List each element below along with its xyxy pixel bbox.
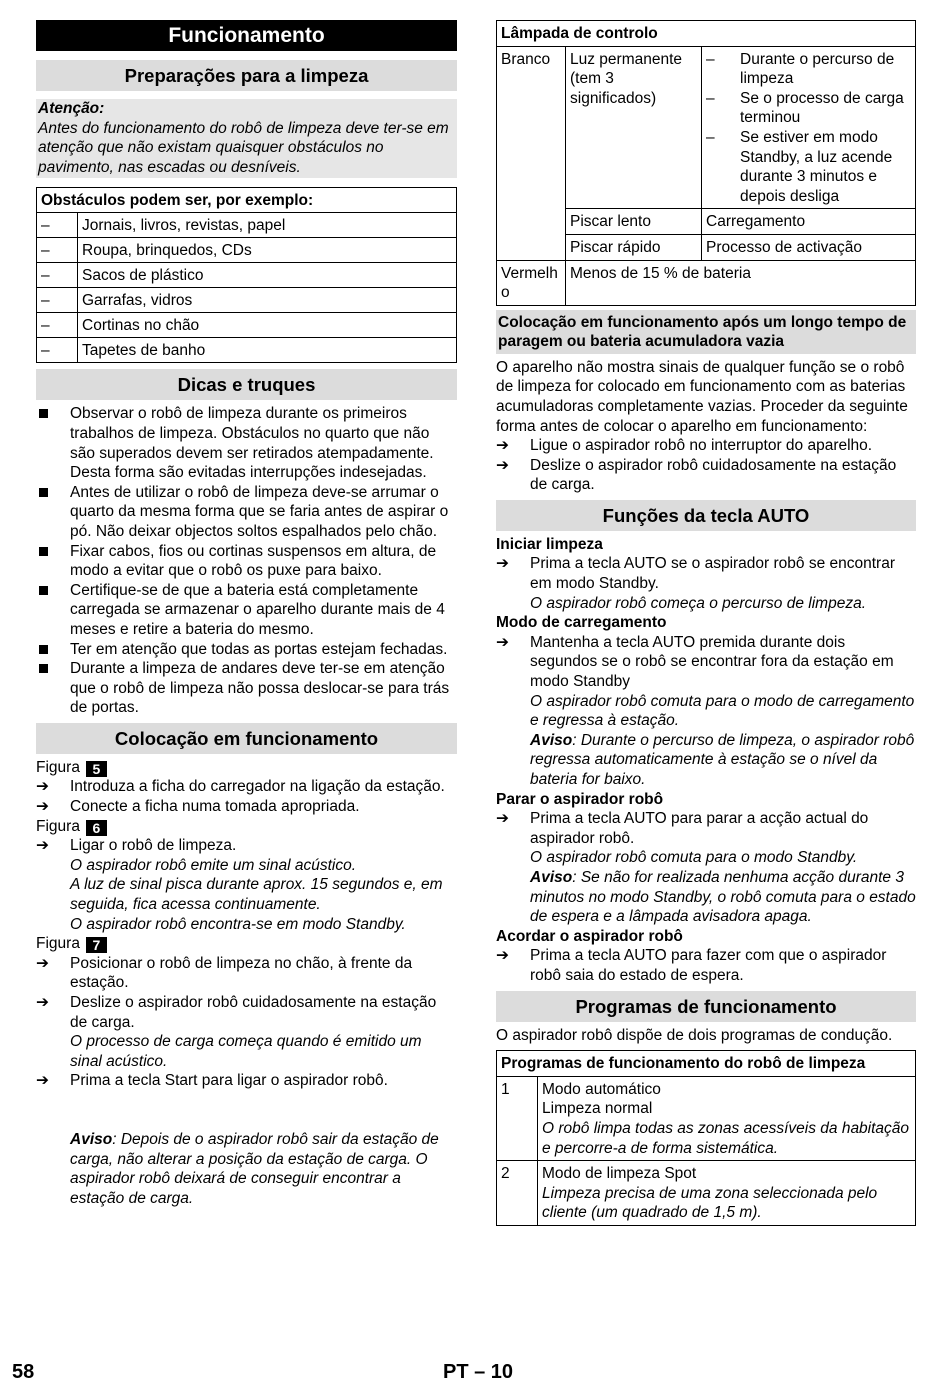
step-item: ➔ Mantenha a tecla AUTO premida durante dois segundos se o robô se encontrar fora da estação em modo Standby O aspirador robô comuta para o modo de carregamento e regressa à estação. Aviso: Durante o percurso de limpeza, o aspirador robô regressa automaticamente à estação se o nível da bateria for baixo. — [496, 633, 915, 788]
list-item: Antes de utilizar o robô de limpeza deve-se arrumar o quarto da mesma forma que se faria antes de aspirar o pó. Não deixar objectos soltos espalhados pelo chão. — [36, 483, 457, 542]
start-label: Iniciar limpeza — [496, 535, 603, 553]
startup-heading: Colocação em funcionamento — [36, 723, 457, 754]
arrow-icon: ➔ — [496, 810, 509, 828]
figure-number-badge: 7 — [86, 937, 107, 953]
obstacles-header: Obstáculos podem ser, por exemplo: — [37, 188, 457, 213]
figure-label: Figura 6 — [36, 817, 457, 837]
step-item: ➔ Ligar o robô de limpeza. O aspirador robô emite um sinal acústico. A luz de sinal pisca durante aprox. 15 segundos e, em seguida, fica acessa continuamente. O aspirador robô encontra-se em modo Standby. — [36, 836, 457, 934]
restart-text: O aparelho não mostra sinais de qualquer função se o robô de limpeza for colocado em funcionamento com as baterias acumuladoras completamente vazias. Proceder da seguinte forma antes de colocar o aparelho em funcionamento: — [496, 358, 908, 435]
tips-heading: Dicas e truques — [36, 369, 457, 400]
step-result: O aspirador robô começa o percurso de limpeza. — [530, 594, 866, 612]
step-item: ➔ Deslize o aspirador robô cuidadosamente na estação de carga. — [496, 456, 897, 494]
auto-heading: Funções da tecla AUTO — [496, 500, 916, 531]
arrow-icon: ➔ — [496, 633, 509, 651]
section-title: Funcionamento — [36, 20, 457, 51]
notice-paragraph: Aviso: Depois de o aspirador robô sair da estação de carga, não alterar a posição da estação de carga. O aspirador robô deixará de conseguir encontrar a estação de carga. — [70, 1130, 439, 1207]
table-row: – Jornais, livros, revistas, papel — [37, 213, 457, 238]
arrow-icon: ➔ — [496, 947, 509, 965]
list-item: Observar o robô de limpeza durante os primeiros trabalhos de limpeza. Obstáculos no quarto que não são superados devem ser retirados atempadamente. Desta forma são evitadas interrupções indesejadas. — [36, 404, 457, 482]
control-lamp-table — [496, 20, 916, 306]
step-item: ➔ Prima a tecla AUTO se o aspirador robô se encontrar em modo Standby. O aspirador robô começa o percurso de limpeza. — [496, 554, 916, 613]
arrow-icon: ➔ — [36, 994, 49, 1011]
charge-label: Modo de carregamento — [496, 614, 667, 632]
step-item: ➔ Ligue o aspirador robô no interruptor do aparelho. — [496, 437, 873, 455]
programs-text: O aspirador robô dispõe de dois programas de condução. — [496, 1026, 893, 1044]
step-result: O aspirador robô comuta para o modo Standby. — [530, 849, 858, 867]
right-column — [496, 20, 916, 1226]
stop-label: Parar o aspirador robô — [496, 790, 664, 808]
list-item: Ter em atenção que todas as portas estejam fechadas. — [36, 640, 457, 660]
list-item: – Se o processo de carga terminou — [706, 89, 904, 127]
step-item: ➔ Prima a tecla AUTO para fazer com que o aspirador robô saia do estado de espera. — [496, 947, 887, 984]
figure-number-badge: 6 — [86, 820, 107, 836]
step-result: O aspirador robô encontra-se em modo Standby. — [70, 915, 406, 933]
arrow-icon: ➔ — [36, 778, 49, 796]
page-code: PT – 10 — [443, 1361, 514, 1383]
table-row: Piscar lento Carregamento — [497, 209, 916, 235]
arrow-icon: ➔ — [496, 437, 509, 455]
arrow-icon: ➔ — [36, 837, 49, 855]
restart-heading: Colocação em funcionamento após um longo tempo de paragem ou bateria acumuladora vazia — [496, 310, 916, 354]
attention-label: Atenção: — [38, 100, 105, 117]
step-result: O aspirador robô emite um sinal acústico. — [70, 856, 357, 874]
figure-number-badge: 5 — [86, 761, 107, 777]
notice-label: Aviso — [70, 1130, 113, 1148]
bullet-square-icon — [39, 547, 48, 556]
list-item: Fixar cabos, fios ou cortinas suspensos em altura, de modo a evitar que o robô os puxe para baixo. — [36, 542, 457, 581]
prep-heading: Preparações para a limpeza — [36, 60, 457, 91]
table-row: – Tapetes de banho — [37, 338, 457, 363]
programs-heading: Programas de funcionamento — [496, 991, 916, 1022]
step-result: A luz de sinal pisca durante aprox. 15 segundos e, em seguida, fica acessa continuamente. — [70, 876, 443, 914]
step-item: ➔ Introduza a ficha do carregador na ligação da estação. — [36, 778, 445, 796]
list-item: Durante a limpeza de andares deve ter-se em atenção que o robô de limpeza não possa deslocar-se para trás de portas. — [36, 659, 457, 718]
attention-text: Antes do funcionamento do robô de limpeza deve ter-se em atenção que não existam quaisquer obstáculos no pavimento, nas escadas ou desníveis. — [38, 119, 449, 176]
programs-table-header: Programas de funcionamento do robô de limpeza — [497, 1051, 916, 1077]
bullet-square-icon — [39, 586, 48, 595]
step-result: O aspirador robô comuta para o modo de carregamento e regressa à estação. — [530, 692, 915, 730]
table-row: – Garrafas, vidros — [37, 288, 457, 313]
startup-steps — [36, 758, 457, 1208]
bullet-square-icon — [39, 488, 48, 497]
page-number: 58 — [12, 1361, 35, 1383]
notice-paragraph: Aviso: Durante o percurso de limpeza, o aspirador robô regressa automaticamente à estação se o nível da bateria for baixo. — [530, 731, 915, 788]
step-item: ➔ Conecte a ficha numa tomada apropriada. — [36, 798, 360, 816]
figure-label: Figura 5 — [36, 758, 457, 778]
table-row: Piscar rápido Processo de activação — [497, 234, 916, 260]
obstacles-table — [36, 187, 457, 363]
figure-label: Figura 7 — [36, 934, 457, 954]
step-item: ➔ Prima a tecla Start para ligar o aspirador robô. — [36, 1072, 388, 1090]
lamp-table-header: Lâmpada de controlo — [497, 21, 916, 47]
arrow-icon: ➔ — [36, 1072, 49, 1090]
programs-table — [496, 1050, 916, 1226]
list-item: – Se estiver em modo Standby, a luz acende durante 3 minutos e depois desliga — [706, 128, 893, 205]
table-row: – Sacos de plástico — [37, 263, 457, 288]
bullet-square-icon — [39, 664, 48, 673]
step-item: ➔ Deslize o aspirador robô cuidadosamente na estação de carga. O processo de carga começa quando é emitido um sinal acústico. — [36, 993, 457, 1071]
meanings-cell — [702, 46, 916, 209]
list-item: Certifique-se de que a bateria está completamente carregada se armazenar o aparelho durante mais de 4 meses e retire a bateria do mesmo. — [36, 581, 457, 640]
arrow-icon: ➔ — [496, 456, 509, 474]
notice-paragraph: Aviso: Se não for realizada nenhuma acção durante 3 minutos no modo Standby, o robô comuta para o estado de espera e a lâmpada avisadora apaga. — [530, 868, 916, 926]
bullet-square-icon — [39, 409, 48, 418]
arrow-icon: ➔ — [496, 555, 509, 573]
table-row: Branco Luz permanente (tem 3 significados) – Durante o percurso de limpeza – Se o processo de carga terminou – Se estiver em modo Standby, a luz acende durante 3 minutos e depois desliga — [497, 46, 916, 209]
table-row: Vermelho Menos de 15 % de bateria — [497, 260, 916, 305]
table-row: – Roupa, brinquedos, CDs — [37, 238, 457, 263]
step-item: ➔ Posicionar o robô de limpeza no chão, à frente da estação. — [36, 954, 413, 992]
step-result: O processo de carga começa quando é emitido um sinal acústico. — [70, 1033, 422, 1070]
bullet-square-icon — [39, 645, 48, 654]
wake-label: Acordar o aspirador robô — [496, 927, 683, 945]
list-item: – Durante o percurso de limpeza — [706, 50, 895, 88]
left-column — [36, 20, 457, 1208]
table-row: – Cortinas no chão — [37, 313, 457, 338]
arrow-icon: ➔ — [36, 798, 49, 816]
tips-list — [36, 404, 457, 718]
table-row: 1 Modo automático Limpeza normal O robô limpa todas as zonas acessíveis da habitação e percorre-a de forma sistemática. — [497, 1076, 916, 1160]
arrow-icon: ➔ — [36, 954, 49, 972]
table-row: 2 Modo de limpeza Spot Limpeza precisa de uma zona seleccionada pelo cliente (um quadrado de 1,5 m). — [497, 1161, 916, 1226]
attention-note — [36, 99, 457, 178]
step-item: ➔ Prima a tecla AUTO para parar a acção actual do aspirador robô. O aspirador robô comuta para o modo Standby. Aviso: Se não for realizada nenhuma acção durante 3 minutos no modo Standby, o robô comuta para o estado de espera e a lâmpada avisadora apaga. — [496, 810, 916, 926]
